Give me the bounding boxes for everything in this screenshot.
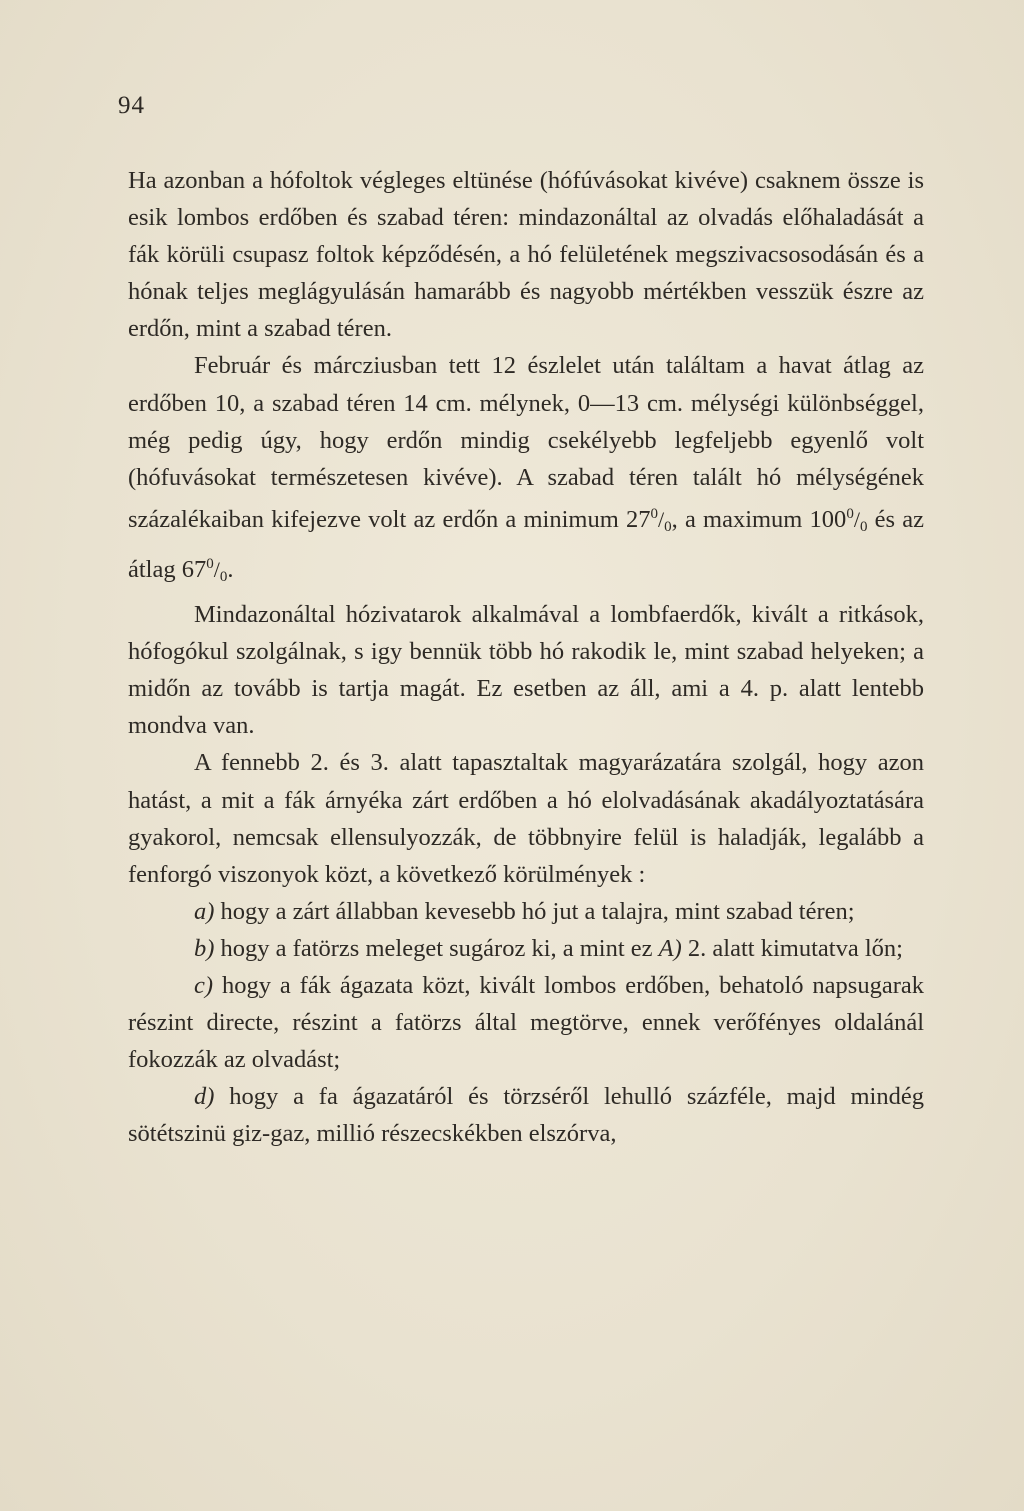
percent-sign-slash: / [657,506,665,532]
list-item-text: 2. alatt kimutatva lőn; [681,934,903,962]
percent-sign-sub: 0 [859,518,868,535]
percent-sign-sup: 0 [846,505,854,522]
body-text [128,162,924,1152]
observations-end: . [227,555,234,583]
percent-sign-sub: 0 [664,518,672,535]
percent-sign-sup: 0 [206,555,214,572]
list-item-d [128,1078,924,1152]
paragraph-observations [128,347,924,596]
list-item-letter: d) [194,1083,215,1111]
observations-maximum: a maximum 100 [684,505,847,533]
page-number: 94 [118,92,145,119]
list-item-text: hogy a zárt állabban kevesebb hó jut a talajra, mint szabad téren; [214,897,855,925]
observations-text: Február és márcziusban tett 12 észlelet után találtam a havat átlag az erdőben 10, a szabad téren 14 cm. mélynek, 0—13 cm. mélységi különbséggel, még pedig úgy, hogy erdőn mindig csekélyebb legfeljebb egyenlő volt (hófuvásokat természetesen kivéve). A szabad téren talált hó mélységének százalékaiban kifejezve volt az erdőn a minimum 27 [128,352,924,533]
list-item-letter: b) [194,934,215,962]
list-item-b [128,930,924,967]
paragraph-explanation: A fennebb 2. és 3. alatt tapasztaltak magyarázatára szolgál, hogy azon hatást, a mit a fák árnyéka zárt erdőben a hó elolvadásának akadályoztatására gyakorol, nemcsak ellensulyozzák, de többnyire felül is haladják, legalább a fenforgó viszonyok közt, a következő körülmények : [128,749,924,888]
percent-sign-slash: / [213,556,220,582]
list-item-text: hogy a fatörzs meleget sugároz ki, a mint ez [214,934,659,962]
list-item-text: hogy a fa ágazatáról és törzséről lehulló százféle, majd mindég sötétszinü giz-gaz, millió részecskékben elszórva, [128,1083,924,1148]
cross-reference: A) [658,934,682,962]
paragraph-snow-patches: Ha azonban a hófoltok végleges eltünése (hófúvásokat kivéve) csaknem össze is esik lombos erdőben és szabad téren: mindazonáltal az olvadás előhaladását a fák körüli csupasz foltok képződésén, a hó felületének megszivacsosodásán és a hónak teljes meglágyulásán hamarább és nagyobb mértékben vesszük észre az erdőn, mint a szabad téren. [128,167,924,343]
percent-sign-slash: / [853,506,860,532]
observations-average: és az átlag 67 [128,505,924,583]
list-item-text: hogy a fák ágazata közt, kivált lombos erdőben, behatoló napsugarak részint directe, részint a fatörzs által megtörve, ennek verőfényes oldalánál fokozzák az olvadást; [128,971,924,1074]
list-item-letter: a) [194,897,215,925]
paragraph-snowstorms: Mindazonáltal hózivatarok alkalmával a lombfaerdők, kivált a ritkások, hófogókul szolgálnak, s igy bennük több hó rakodik le, mint szabad helyeken; a midőn az tovább is tartja magát. Ez esetben az áll, ami a 4. p. alatt lentebb mondva van. [128,601,924,740]
percent-sign-sub: 0 [219,568,228,585]
observations-comma: , [671,505,678,533]
percent-sign-sup: 0 [650,505,658,522]
list-item-letter: c) [194,971,214,999]
list-item-a [128,893,924,930]
list-item-c [128,967,924,1078]
